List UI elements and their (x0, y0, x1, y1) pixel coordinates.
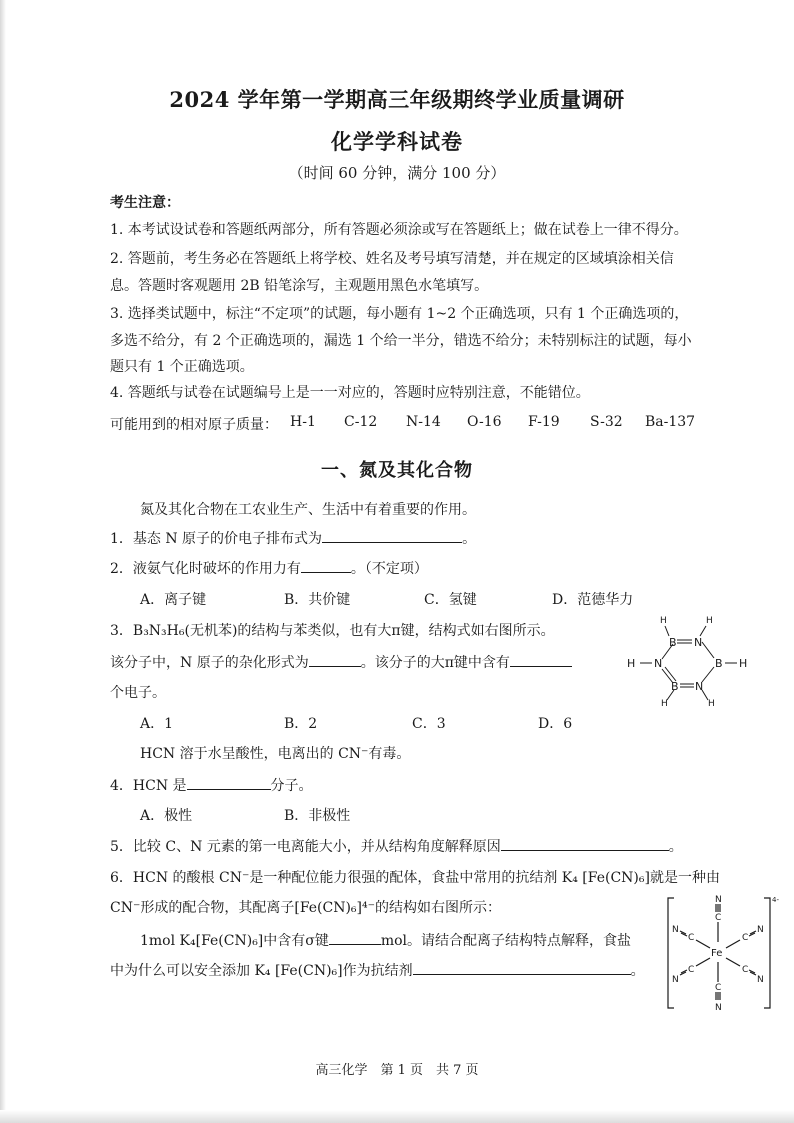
question-6-line-1: 6．HCN 的酸根 CN⁻是一种配位能力很强的配体，食盐中常用的抗结剂 K₄ [Fe(CN)₆]就是一种由 (110, 870, 720, 886)
question-2 (110, 558, 428, 578)
question-3-blank-2[interactable] (510, 652, 572, 667)
atomic-mass-o: O-16 (467, 414, 502, 430)
borazine-structure-diagram (622, 606, 772, 706)
borazine-atom-n-2: N (654, 657, 663, 670)
notice-item-2-cont: 息。答题时客观题用 2B 铅笔涂写，主观题用黑色水笔填写。 (110, 278, 489, 294)
question-4-blank[interactable] (187, 775, 271, 790)
ferrocyanide-structure-diagram (664, 890, 782, 1015)
question-5-text: 5．比较 C、N 元素的第一电离能大小，并从结构角度解释原因 (110, 839, 501, 855)
question-5-blank[interactable] (501, 836, 669, 851)
question-3-option-c[interactable]: C．3 (412, 716, 446, 732)
question-3-text-a: 该分子中，N 原子的杂化形式为 (110, 655, 309, 671)
ferro-ligand-n-lr: N (757, 975, 764, 985)
question-3-line-2 (110, 652, 572, 672)
question-6-blank-2[interactable] (413, 960, 631, 975)
exam-title: 2024 学年第一学期高三年级期终学业质量调研 (169, 87, 625, 112)
borazine-atom-b-1: B (669, 636, 677, 649)
question-6-text-c: 中为什么可以安全添加 K₄ [Fe(CN)₆]作为抗结剂 (110, 963, 413, 979)
question-2-option-b[interactable]: B．共价键 (284, 592, 351, 608)
notice-item-4: 4. 答题纸与试卷在试题编号上是一一对应的，答题时应特别注意，不能错位。 (110, 385, 590, 401)
question-6-text-d: 。 (630, 963, 645, 979)
ferro-ligand-c-ur: C (742, 933, 749, 943)
question-6-line-4 (110, 960, 645, 980)
atomic-mass-s: S-32 (590, 414, 623, 430)
ferro-ligand-n-bottom: N (715, 1003, 722, 1013)
borazine-atom-b-2: B (715, 657, 723, 670)
question-4-option-b[interactable]: B．非极性 (284, 808, 351, 824)
exam-subtitle: 化学学科试卷 (331, 129, 463, 154)
question-4-option-a[interactable]: A．极性 (140, 808, 193, 824)
borazine-atom-h-5: H (661, 699, 668, 706)
question-3-option-b[interactable]: B．2 (284, 716, 318, 732)
borazine-atom-h-2: H (706, 616, 713, 626)
question-1 (110, 528, 476, 548)
question-3-line-3: 个电子。 (110, 685, 166, 701)
borazine-atom-h-6: H (708, 699, 715, 706)
question-6-line-3 (140, 930, 631, 950)
question-3-blank-1[interactable] (309, 652, 361, 667)
borazine-atom-h-1: H (660, 616, 667, 626)
notice-item-2: 2. 答题前，考生务必在答题纸上将学校、姓名及考号填写清楚，并在规定的区域填涂相关信 (110, 251, 674, 267)
ferro-center-fe: Fe (711, 948, 723, 959)
hcn-intro: HCN 溶于水呈酸性，电离出的 CN⁻有毒。 (140, 746, 411, 762)
borazine-atom-b-3: B (671, 680, 679, 693)
ferro-ligand-n-top: N (715, 895, 722, 905)
section-intro: 氮及其化合物在工农业生产、生活中有着重要的作用。 (140, 502, 476, 518)
question-6-text-b: mol。请结合配离子结构特点解释，食盐 (380, 933, 632, 949)
ferro-ligand-c-lr: C (742, 965, 749, 975)
ferro-ligand-c-top: C (715, 913, 722, 923)
atomic-mass-n: N-14 (406, 414, 441, 430)
atomic-mass-h: H-1 (290, 414, 316, 430)
question-1-blank[interactable] (322, 528, 462, 543)
question-4-text: 4．HCN 是 (110, 778, 187, 794)
exam-time-info: （时间 60 分钟，满分 100 分） (288, 164, 506, 182)
question-4 (110, 775, 313, 795)
question-6-line-2: CN⁻形成的配合物，其配离子[Fe(CN)₆]⁴⁻的结构如右图所示： (110, 900, 502, 916)
question-3-option-a[interactable]: A．1 (140, 716, 174, 732)
notice-item-3-cont: 多选不给分，有 2 个正确选项的，漏选 1 个给一半分，错选不给分；未特别标注的试题，每小 (110, 333, 692, 349)
question-5 (110, 836, 683, 856)
scan-bottom-shadow (0, 1110, 794, 1123)
question-2-end: 。（不定项） (350, 561, 428, 577)
notice-item-3: 3. 选择类试题中，标注“不定项”的试题，每小题有 1~2 个正确选项，只有 1 个正确选项的， (110, 306, 689, 322)
question-4-end: 分子。 (270, 778, 313, 794)
question-2-blank[interactable] (301, 558, 351, 573)
section-title: 一、氮及其化合物 (321, 460, 473, 481)
ferro-ligand-c-bottom: C (715, 983, 722, 993)
ferro-charge: 4- (772, 896, 779, 904)
notice-heading: 考生注意： (110, 195, 180, 211)
question-3-line-1: 3．B₃N₃H₆(无机苯)的结构与苯类似，也有大π键，结构式如右图所示。 (110, 623, 555, 639)
question-3-text-b: 。该分子的大π键中含有 (360, 655, 510, 671)
question-1-end: 。 (462, 531, 477, 547)
question-6-blank-1[interactable] (329, 930, 381, 945)
borazine-atom-n-1: N (694, 636, 703, 649)
page-footer: 高三化学 第 1 页 共 7 页 (315, 1063, 479, 1078)
atomic-mass-c: C-12 (344, 414, 378, 430)
atomic-mass-f: F-19 (528, 414, 560, 430)
atomic-masses-label: 可能用到的相对原子质量： (110, 417, 278, 433)
ferro-ligand-c-ll: C (688, 965, 695, 975)
question-1-text: 1．基态 N 原子的价电子排布式为 (110, 531, 323, 547)
question-2-text: 2．液氨气化时破坏的作用力有 (110, 561, 301, 577)
ferro-ligand-n-ur: N (757, 925, 764, 935)
notice-item-3-cont2: 题只有 1 个正确选项。 (110, 359, 254, 375)
question-5-end: 。 (668, 839, 683, 855)
ferro-ligand-c-ul: C (688, 933, 695, 943)
question-2-option-d[interactable]: D．范德华力 (552, 592, 634, 608)
ferro-ligand-n-ul: N (672, 925, 679, 935)
ferro-ligand-n-ll: N (672, 975, 679, 985)
question-2-option-c[interactable]: C．氢键 (424, 592, 477, 608)
question-6-text-a: 1mol K₄[Fe(CN)₆]中含有σ键 (140, 933, 329, 949)
notice-item-1: 1. 本考试设试卷和答题纸两部分，所有答题必须涂或写在答题纸上；做在试卷上一律不得分。 (110, 222, 688, 238)
borazine-atom-n-3: N (695, 680, 704, 693)
borazine-atom-h-4: H (739, 657, 748, 670)
question-3-option-d[interactable]: D．6 (538, 716, 573, 732)
atomic-mass-ba: Ba-137 (645, 414, 696, 430)
borazine-atom-h-3: H (627, 657, 636, 670)
question-2-option-a[interactable]: A．离子键 (140, 592, 207, 608)
